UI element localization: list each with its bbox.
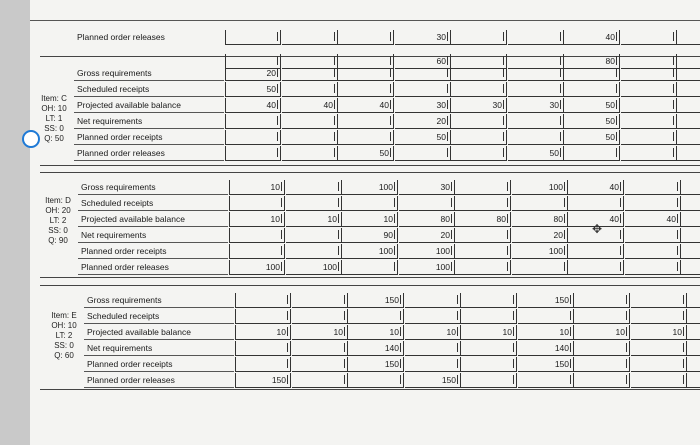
item-c-r0-c7[interactable]: 80 [564,54,620,69]
item-c-r5-c2[interactable] [282,130,338,145]
item-e-r2-c9[interactable] [687,325,700,340]
item-d-q: Q: 90 [48,236,68,245]
item-c-r2-c9[interactable] [677,82,700,97]
item-e-r1-c2[interactable] [292,309,348,324]
item-d-r4-c2[interactable] [286,244,342,259]
item-d-r0-c6[interactable]: 100 [512,180,568,195]
item-e-r5-c7[interactable] [574,373,630,388]
item-d-label-por: Planned order receipts [78,244,228,259]
item-e-label-net: Net requirements [84,341,234,356]
item-e-name: Item: E [51,311,77,320]
item-c-r5-c6[interactable] [508,130,564,145]
item-d-r4-c5[interactable] [455,244,511,259]
item-d-r5-c1[interactable]: 100 [229,260,285,275]
item-e-r4-c7[interactable] [574,357,630,372]
item-c-r4-c7[interactable]: 50 [564,114,620,129]
item-c-label-scheduled: Scheduled receipts [74,82,224,97]
item-d-r2-c9[interactable] [681,212,700,227]
item-e-r2-c7[interactable]: 10 [574,325,630,340]
item-e-r1-c1[interactable] [235,309,291,324]
item-c-r2-c6[interactable] [508,82,564,97]
item-e-oh: OH: 10 [51,321,77,330]
item-c-r1-c5[interactable] [451,66,507,81]
item-e-r2-c6[interactable]: 10 [518,325,574,340]
item-c-r4-c3[interactable] [338,114,394,129]
item-e-lt: LT: 2 [55,331,73,340]
item-d-r1-c6[interactable] [512,196,568,211]
item-c-r2-c3[interactable] [338,82,394,97]
item-d-r5-c4[interactable]: 100 [399,260,455,275]
item-c-r1-c3[interactable] [338,66,394,81]
item-d-r3-c5[interactable] [455,228,511,243]
item-c-r6-c2[interactable] [282,146,338,161]
item-d-r3-c6[interactable]: 20 [512,228,568,243]
item-c-r6-c9[interactable] [677,146,700,161]
item-e-r1-c3[interactable] [348,309,404,324]
item-d-r1-c4[interactable] [399,196,455,211]
item-d-ss: SS: 0 [48,226,68,235]
item-d-r4-c9[interactable] [681,244,700,259]
item-e-r4-c8[interactable] [631,357,687,372]
item-e-r5-c5[interactable] [461,373,517,388]
move-cursor-icon: ✥ [592,222,603,236]
item-e-r4-c4[interactable] [405,357,461,372]
item-c-r2-c4[interactable] [395,82,451,97]
item-e-section [30,285,700,390]
item-d-r4-c7[interactable] [568,244,624,259]
item-e-label-scheduled: Scheduled receipts [84,309,234,324]
item-e-info [44,311,84,361]
item-c-ss: SS: 0 [44,124,64,133]
item-c-r3-c8[interactable] [621,98,677,113]
item-e-r1-c6[interactable] [518,309,574,324]
item-e-r3-c6[interactable]: 140 [518,341,574,356]
item-d-r0-c1[interactable]: 10 [229,180,285,195]
item-e-r0-c3[interactable]: 150 [348,293,404,308]
item-c-r5-c4[interactable]: 50 [395,130,451,145]
top-cell-9[interactable] [677,30,700,45]
item-c-r3-c3[interactable]: 40 [338,98,394,113]
top-cell-1[interactable] [225,30,281,45]
item-e-r0-c9[interactable] [687,293,700,308]
item-e-r3-c4[interactable] [405,341,461,356]
item-c-label-por: Planned order receipts [74,130,224,145]
item-e-r4-c5[interactable] [461,357,517,372]
item-e-ss: SS: 0 [54,341,74,350]
item-e-labels [84,293,234,389]
top-cell-7[interactable]: 40 [564,30,620,45]
item-d-labels [78,180,228,276]
item-c-r5-c5[interactable] [451,130,507,145]
item-d-label-gross: Gross requirements [78,180,228,195]
item-c-r6-c3[interactable]: 50 [338,146,394,161]
item-d-r3-c2[interactable] [286,228,342,243]
item-e-r1-c5[interactable] [461,309,517,324]
item-e-r0-c6[interactable]: 150 [518,293,574,308]
item-c-r2-c1[interactable]: 50 [225,82,281,97]
item-d-r0-c9[interactable] [681,180,700,195]
item-c-r4-c5[interactable] [451,114,507,129]
item-c-r4-c6[interactable] [508,114,564,129]
item-d-section [30,172,700,278]
item-d-oh: OH: 20 [45,206,71,215]
item-e-r0-c2[interactable] [292,293,348,308]
item-e-r2-c1[interactable]: 10 [235,325,291,340]
item-d-r2-c5[interactable]: 80 [455,212,511,227]
item-c-r6-c7[interactable] [564,146,620,161]
item-d-r3-c1[interactable] [229,228,285,243]
item-d-r0-c2[interactable] [286,180,342,195]
item-e-label-por: Planned order receipts [84,357,234,372]
item-c-r5-c9[interactable] [677,130,700,145]
item-c-label-net: Net requirements [74,114,224,129]
item-e-r0-c8[interactable] [631,293,687,308]
item-e-r2-c5[interactable]: 10 [461,325,517,340]
item-d-r5-c3[interactable] [342,260,398,275]
item-c-r1-c2[interactable] [282,66,338,81]
item-e-r3-c9[interactable] [687,341,700,356]
item-d-r3-c9[interactable] [681,228,700,243]
item-e-r2-c8[interactable]: 10 [631,325,687,340]
item-c-r4-c1[interactable] [225,114,281,129]
top-cell-6[interactable] [508,30,564,45]
item-e-label-pab: Projected available balance [84,325,234,340]
item-e-r1-c7[interactable] [574,309,630,324]
item-d-r2-c1[interactable]: 10 [229,212,285,227]
item-d-r4-c6[interactable]: 100 [512,244,568,259]
item-c-label-gross: Gross requirements [74,66,224,81]
item-e-r3-c1[interactable] [235,341,291,356]
item-c-r5-c8[interactable] [621,130,677,145]
item-c-name: Item: C [41,94,67,103]
item-d-r0-c3[interactable]: 100 [342,180,398,195]
item-d-r2-c2[interactable]: 10 [286,212,342,227]
item-c-r2-c5[interactable] [451,82,507,97]
item-c-r5-c7[interactable]: 50 [564,130,620,145]
item-d-label-scheduled: Scheduled receipts [78,196,228,211]
item-c-r1-c9[interactable] [677,66,700,81]
item-d-r2-c6[interactable]: 80 [512,212,568,227]
item-c-r6-c4[interactable] [395,146,451,161]
item-d-r4-c8[interactable] [625,244,681,259]
item-d-r0-c4[interactable]: 30 [399,180,455,195]
item-d-r3-c7[interactable] [568,228,624,243]
item-d-r1-c2[interactable] [286,196,342,211]
item-e-r0-c1[interactable] [235,293,291,308]
item-d-r1-c9[interactable] [681,196,700,211]
item-e-r5-c1[interactable]: 150 [235,373,291,388]
item-e-r5-c6[interactable] [518,373,574,388]
top-cell-4[interactable]: 30 [395,30,451,45]
item-d-r5-c7[interactable] [568,260,624,275]
item-c-q: Q: 50 [44,134,64,143]
item-d-r4-c4[interactable]: 100 [399,244,455,259]
item-e-r4-c2[interactable] [292,357,348,372]
item-e-r1-c8[interactable] [631,309,687,324]
item-e-r1-c4[interactable] [405,309,461,324]
mrp-worksheet [30,0,700,445]
item-e-r2-c4[interactable]: 10 [405,325,461,340]
item-d-r5-c9[interactable] [681,260,700,275]
item-d-r2-c7[interactable]: 40 [568,212,624,227]
top-row-label: Planned order releases [77,32,165,42]
top-cell-3[interactable] [338,30,394,45]
item-e-r2-c3[interactable]: 10 [348,325,404,340]
item-c-r4-c9[interactable] [677,114,700,129]
item-c-r3-c6[interactable]: 30 [508,98,564,113]
item-d-r3-c3[interactable]: 90 [342,228,398,243]
item-c-r3-c4[interactable]: 30 [395,98,451,113]
item-d-r3-c4[interactable]: 20 [399,228,455,243]
item-c-label-pab: Projected available balance [74,98,224,113]
item-e-r3-c3[interactable]: 140 [348,341,404,356]
item-d-r4-c1[interactable] [229,244,285,259]
item-c-r4-c2[interactable] [282,114,338,129]
item-e-r1-c9[interactable] [687,309,700,324]
top-cell-2[interactable] [282,30,338,45]
item-d-r0-c8[interactable] [625,180,681,195]
item-c-r2-c7[interactable] [564,82,620,97]
item-d-r5-c8[interactable] [625,260,681,275]
item-c-lt: LT: 1 [45,114,63,123]
item-e-r3-c5[interactable] [461,341,517,356]
top-planned-order-releases [30,0,700,21]
item-c-r1-c4[interactable] [395,66,451,81]
item-e-r5-c8[interactable] [631,373,687,388]
item-c-label-porel: Planned order releases [74,146,224,161]
item-d-name: Item: D [45,196,71,205]
item-d-r2-c3[interactable]: 10 [342,212,398,227]
item-c-info [34,94,74,144]
item-c-r1-c8[interactable] [621,66,677,81]
item-e-label-gross: Gross requirements [84,293,234,308]
item-c-oh: OH: 10 [41,104,67,113]
item-c-r6-c1[interactable] [225,146,281,161]
item-e-r4-c1[interactable] [235,357,291,372]
item-e-r4-c6[interactable]: 150 [518,357,574,372]
item-c-r4-c4[interactable]: 20 [395,114,451,129]
item-d-info [38,196,78,246]
item-c-r6-c6[interactable]: 50 [508,146,564,161]
item-d-r0-c5[interactable] [455,180,511,195]
item-e-r0-c5[interactable] [461,293,517,308]
item-e-r5-c9[interactable] [687,373,700,388]
item-e-q: Q: 60 [54,351,74,360]
item-d-label-porel: Planned order releases [78,260,228,275]
item-c-r1-c1[interactable]: 20 [225,66,281,81]
item-d-r0-c7[interactable]: 40 [568,180,624,195]
item-c-r2-c2[interactable] [282,82,338,97]
item-e-r0-c7[interactable] [574,293,630,308]
item-d-r3-c8[interactable] [625,228,681,243]
item-c-r4-c8[interactable] [621,114,677,129]
item-e-r4-c3[interactable]: 150 [348,357,404,372]
item-c-r5-c1[interactable] [225,130,281,145]
item-e-r5-c2[interactable] [292,373,348,388]
item-e-r3-c7[interactable] [574,341,630,356]
item-c-r1-c6[interactable] [508,66,564,81]
item-c-r3-c7[interactable]: 50 [564,98,620,113]
item-d-r1-c8[interactable] [625,196,681,211]
item-d-r4-c3[interactable]: 100 [342,244,398,259]
top-cell-8[interactable] [621,30,677,45]
item-d-label-pab: Projected available balance [78,212,228,227]
item-e-r3-c8[interactable] [631,341,687,356]
item-d-r5-c6[interactable] [512,260,568,275]
item-d-r2-c4[interactable]: 80 [399,212,455,227]
item-e-label-porel: Planned order releases [84,373,234,388]
item-d-r1-c7[interactable] [568,196,624,211]
item-e-r0-c4[interactable] [405,293,461,308]
item-c-r6-c8[interactable] [621,146,677,161]
item-d-r1-c1[interactable] [229,196,285,211]
item-e-r3-c2[interactable] [292,341,348,356]
item-e-r4-c9[interactable] [687,357,700,372]
item-e-r2-c2[interactable]: 10 [292,325,348,340]
item-d-r5-c5[interactable] [455,260,511,275]
item-e-r5-c3[interactable] [348,373,404,388]
item-c-r3-c1[interactable]: 40 [225,98,281,113]
item-c-r3-c2[interactable]: 40 [282,98,338,113]
item-c-r3-c9[interactable] [677,98,700,113]
item-d-r1-c5[interactable] [455,196,511,211]
top-cell-5[interactable] [451,30,507,45]
item-d-r2-c8[interactable]: 40 [625,212,681,227]
item-c-r1-c7[interactable] [564,66,620,81]
item-c-r3-c5[interactable]: 30 [451,98,507,113]
item-d-r5-c2[interactable]: 100 [286,260,342,275]
item-c-r5-c3[interactable] [338,130,394,145]
item-e-r5-c4[interactable]: 150 [405,373,461,388]
item-d-lt: LT: 2 [49,216,67,225]
item-d-label-net: Net requirements [78,228,228,243]
item-c-section [30,56,700,166]
item-c-r2-c8[interactable] [621,82,677,97]
item-c-r6-c5[interactable] [451,146,507,161]
item-c-r0-c4[interactable]: 60 [395,54,451,69]
item-d-r1-c3[interactable] [342,196,398,211]
item-c-labels [74,66,224,162]
